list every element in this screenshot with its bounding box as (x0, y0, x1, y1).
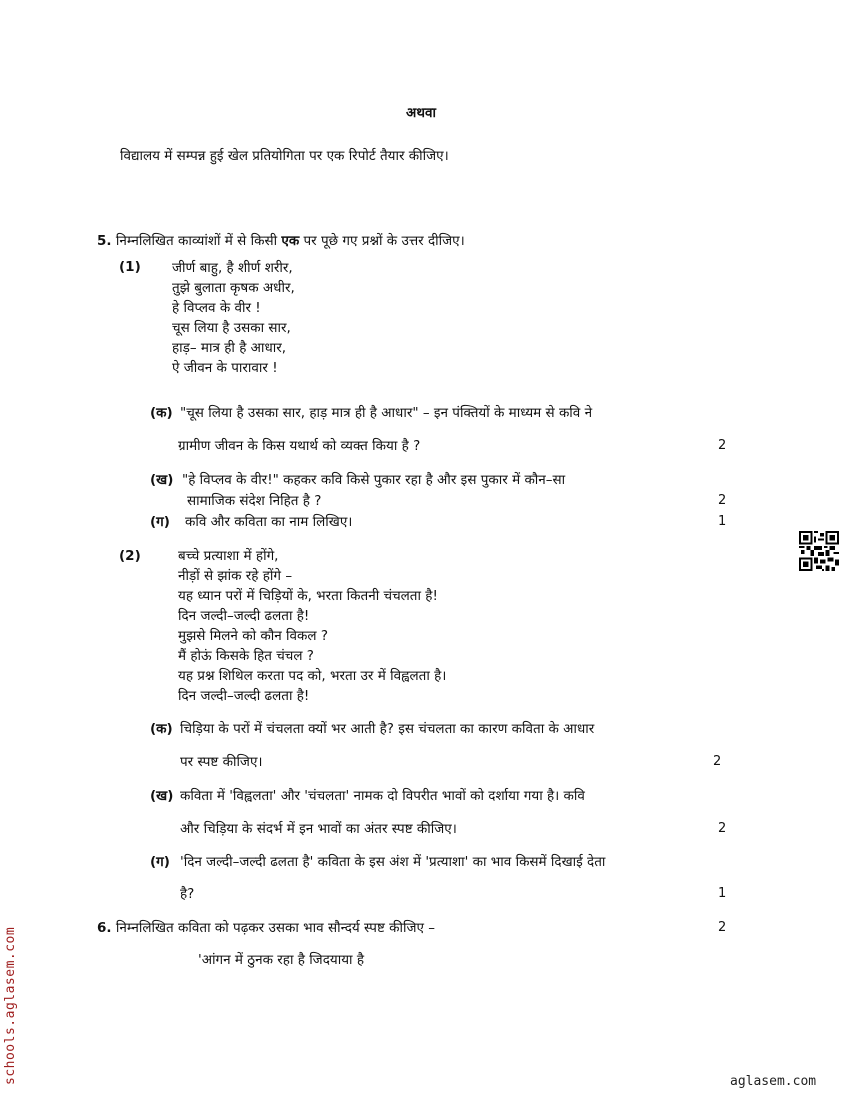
q6-number: 6. (97, 920, 112, 936)
q5-2-kh-marks: 2 (718, 821, 727, 836)
q5-2-k-marks: 2 (713, 754, 722, 769)
q5-number: 5. (97, 233, 112, 249)
q5-2-kh-label: (ख) (150, 788, 174, 804)
athva-heading: अथवा (406, 105, 436, 121)
bottom-watermark: aglasem.com (730, 1074, 817, 1089)
q5-part2-stanza (178, 546, 446, 706)
q5-2-kh-line1: कविता में 'विह्वलता' और 'चंचलता' नामक दो विपरीत भावों को दर्शाया गया है। कवि (180, 788, 585, 804)
stanza-line: नीड़ों से झांक रहे होंगे – (178, 568, 293, 584)
q5-1-kh-line2: सामाजिक संदेश निहित है ? (187, 493, 322, 509)
q5-part1-label: (1) (119, 259, 141, 275)
q5-1-kh-marks: 2 (718, 493, 727, 508)
q5-2-g-line2: है? (180, 886, 195, 902)
q5-prompt (97, 231, 465, 249)
q5-1-k-line1: "चूस लिया है उसका सार, हाड़ मात्र ही है आधार" – इन पंक्तियों के माध्यम से कवि ने (180, 405, 593, 421)
stanza-line: मैं होऊं किसके हित चंचल ? (178, 648, 314, 664)
side-watermark: schools.aglasem.com (3, 926, 18, 1085)
q5-1-g-line1: कवि और कविता का नाम लिखिए। (185, 514, 353, 530)
q6-marks: 2 (718, 920, 727, 935)
q5-2-kh-line2: और चिड़िया के संदर्भ में इन भावों का अंतर स्पष्ट कीजिए। (180, 821, 457, 837)
stanza-line: ऐ जीवन के पारावार ! (172, 360, 278, 376)
q5-prompt-after: पर पूछे गए प्रश्नों के उत्तर दीजिए। (299, 233, 465, 249)
stanza-line: हे विप्लव के वीर ! (172, 300, 261, 316)
q5-2-k-line2: पर स्पष्ट कीजिए। (180, 754, 263, 770)
q5-1-g-label: (ग) (150, 514, 170, 530)
q5-part2-label: (2) (119, 548, 141, 564)
q5-1-k-marks: 2 (718, 438, 727, 453)
q5-prompt-bold: एक (281, 233, 300, 249)
stanza-line: हाड़– मात्र ही है आधार, (172, 340, 287, 356)
stanza-line: यह प्रश्न शिथिल करता पद को, भरता उर में विह्वलता है। (178, 668, 447, 684)
stanza-line: जीर्ण बाहु, है शीर्ण शरीर, (172, 260, 293, 276)
stanza-line: दिन जल्दी–जल्दी ढलता है! (178, 688, 310, 704)
stanza-line: दिन जल्दी–जल्दी ढलता है! (178, 608, 310, 624)
q5-2-k-label: (क) (150, 721, 173, 737)
q5-1-k-line2: ग्रामीण जीवन के किस यथार्थ को व्यक्त किया है ? (178, 438, 421, 454)
stanza-line: तुझे बुलाता कृषक अधीर, (172, 280, 295, 296)
stanza-line: यह ध्यान परों में चिड़ियों के, भरता कितनी चंचलता है! (178, 588, 438, 604)
stanza-line: चूस लिया है उसका सार, (172, 320, 291, 336)
q5-1-kh-label: (ख) (150, 472, 174, 488)
stanza-line: मुझसे मिलने को कौन विकल ? (178, 628, 328, 644)
q6-prompt-text: निम्नलिखित कविता को पढ़कर उसका भाव सौन्दर्य स्पष्ट कीजिए – (115, 920, 436, 936)
qr-code-icon (799, 531, 839, 571)
stanza-line: बच्चे प्रत्याशा में होंगे, (178, 548, 279, 564)
q6-poem-line: 'आंगन में ठुनक रहा है जिदयाया है (198, 952, 364, 968)
q5-2-g-line1: 'दिन जल्दी–जल्दी ढलता है' कविता के इस अंश में 'प्रत्याशा' का भाव किसमें दिखाई देता (180, 854, 606, 870)
q5-1-g-marks: 1 (718, 514, 727, 529)
q5-part1-stanza (172, 258, 295, 378)
q5-prompt-before: निम्नलिखित काव्यांशों में से किसी (115, 233, 282, 249)
q5-2-g-marks: 1 (718, 886, 727, 901)
report-task: विद्यालय में सम्पन्न हुई खेल प्रतियोगिता पर एक रिपोर्ट तैयार कीजिए। (120, 148, 449, 164)
q6-prompt (97, 918, 435, 936)
q5-1-k-label: (क) (150, 405, 173, 421)
q5-2-k-line1: चिड़िया के परों में चंचलता क्यों भर आती है? इस चंचलता का कारण कविता के आधार (180, 721, 595, 737)
q5-1-kh-line1: "हे विप्लव के वीर!" कहकर कवि किसे पुकार रहा है और इस पुकार में कौन–सा (182, 472, 566, 488)
q5-2-g-label: (ग) (150, 854, 170, 870)
